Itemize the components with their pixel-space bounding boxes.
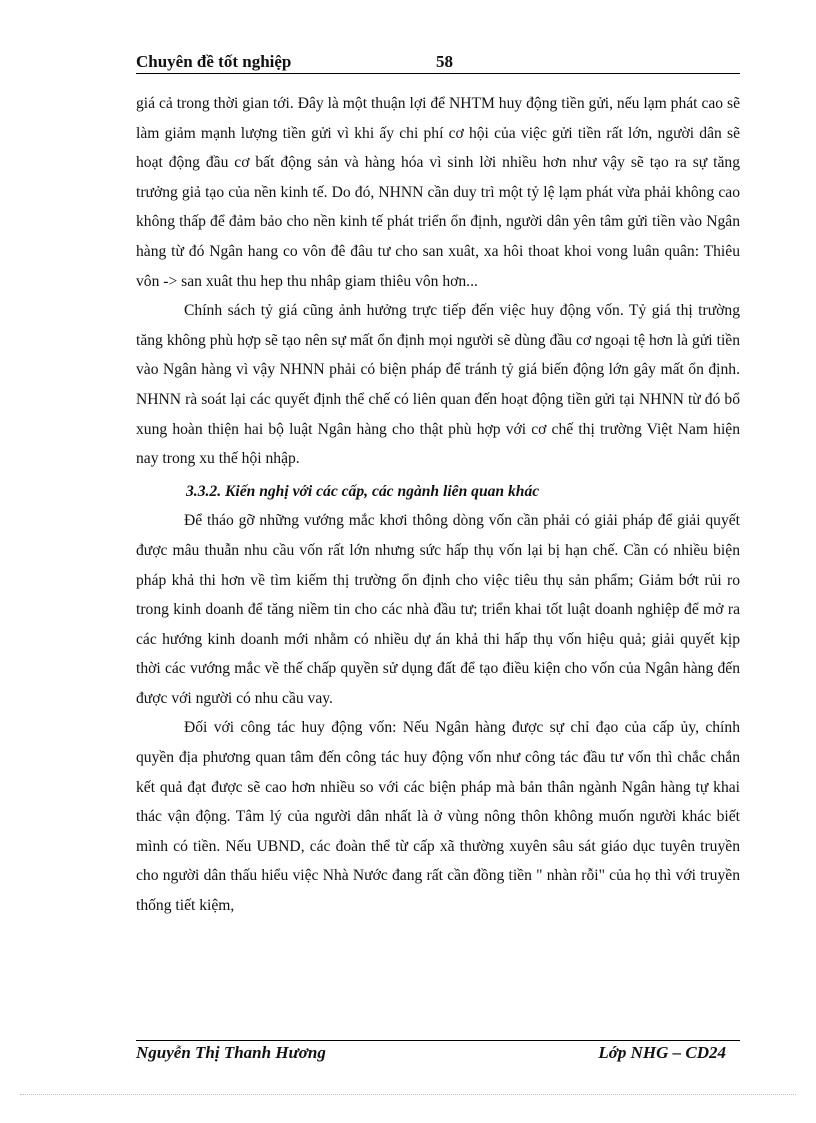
page-number: 58 [436, 52, 453, 71]
paragraph-2: Chính sách tỷ giá cũng ảnh hưởng trực tiếp đến việc huy động vốn. Tỷ giá thị trường tăng không phù hợp sẽ tạo nên sự mất ổn định mọi người sẽ dùng đầu cơ ngoại tệ hơn là gửi tiền vào Ngân hàng vì vậy NHNN phải có biện pháp để tránh tỷ giá biến động lớn gây mất ổn định. NHNN rà soát lại các quyết định thể chế có liên quan đến hoạt động tiền gửi tại NHNN từ đó bổ xung hoàn thiện hai bộ luật Ngân hàng cho thật phù hợp với cơ chế thị trường Việt Nam hiện nay trong xu thế hội nhập. [136, 302, 740, 468]
page-footer [136, 1041, 740, 1067]
document-title: Chuyên đề tốt nghiệp [136, 52, 292, 71]
paragraph-3: Để tháo gỡ những vướng mắc khơi thông dòng vốn cần phải có giải pháp để giải quyết được mâu thuẫn nhu cầu vốn rất lớn nhưng sức hấp thụ vốn lại bị hạn chế. Cần có nhiều biện pháp khả thi hơn về tìm kiếm thị trường ổn định cho việc tiêu thụ sản phẩm; Giảm bớt rủi ro trong kinh doanh để tăng niềm tin cho các nhà đầu tư; triển khai tốt luật doanh nghiệp để mở ra các hướng kinh doanh mới nhằm có nhiều dự án khả thi hấp thụ vốn hiệu quả; giải quyết kịp thời các vướng mắc về thế chấp quyền sử dụng đất để tạo điều kiện cho vốn của Ngân hàng đến được với người có nhu cầu vay. [136, 512, 740, 707]
page-header [136, 50, 740, 74]
section-heading: 3.3.2. Kiến nghị với các cấp, các ngành liên quan khác [186, 482, 540, 500]
page-body [136, 89, 740, 921]
header-rule [136, 73, 740, 74]
page-edge-divider [20, 1094, 796, 1095]
author-name: Nguyễn Thị Thanh Hương [136, 1043, 326, 1062]
class-name: Lớp NHG – CD24 [598, 1043, 726, 1062]
paragraph-4: Đối với công tác huy động vốn: Nếu Ngân hàng được sự chỉ đạo của cấp ủy, chính quyền địa phương quan tâm đến công tác huy động vốn như công tác đầu tư vốn thì chắc chắn kết quả đạt được sẽ cao hơn nhiều so với các biện pháp mà bản thân ngành Ngân hàng tự khai thác vận động. Tâm lý của người dân nhất là ở vùng nông thôn không muốn người khác biết mình có tiền. Nếu UBND, các đoàn thể từ cấp xã thường xuyên sâu sát giáo dục tuyên truyền cho người dân thấu hiểu việc Nhà Nước đang rất cần đồng tiền " nhàn rỗi" của họ thì với truyền thống tiết kiệm, [136, 719, 740, 915]
paragraph-1: giá cả trong thời gian tới. Đây là một thuận lợi để NHTM huy động tiền gửi, nếu lạm phát cao sẽ làm giảm mạnh lượng tiền gửi vì khi ấy chi phí cơ hội của việc gửi tiền rất lớn, người dân sẽ hoạt động đầu cơ bất động sản và hàng hóa vì sinh lời nhiều hơn như vậy sẽ tạo ra sự tăng trưởng giả tạo của nền kinh tế. Do đó, NHNN cần duy trì một tỷ lệ lạm phát vừa phải không cao không thấp để đảm bảo cho nền kinh tế phát triển ổn định, người dân yên tâm gửi tiền vào Ngân hàng từ đó Ngân hang co vôn đê đâu tư cho san xuât, xa hôi thoat khoi vong luân quân: Thiêu vôn -> san xuât thu hep thu nhâp giam thiêu vôn hơn... [136, 95, 740, 290]
